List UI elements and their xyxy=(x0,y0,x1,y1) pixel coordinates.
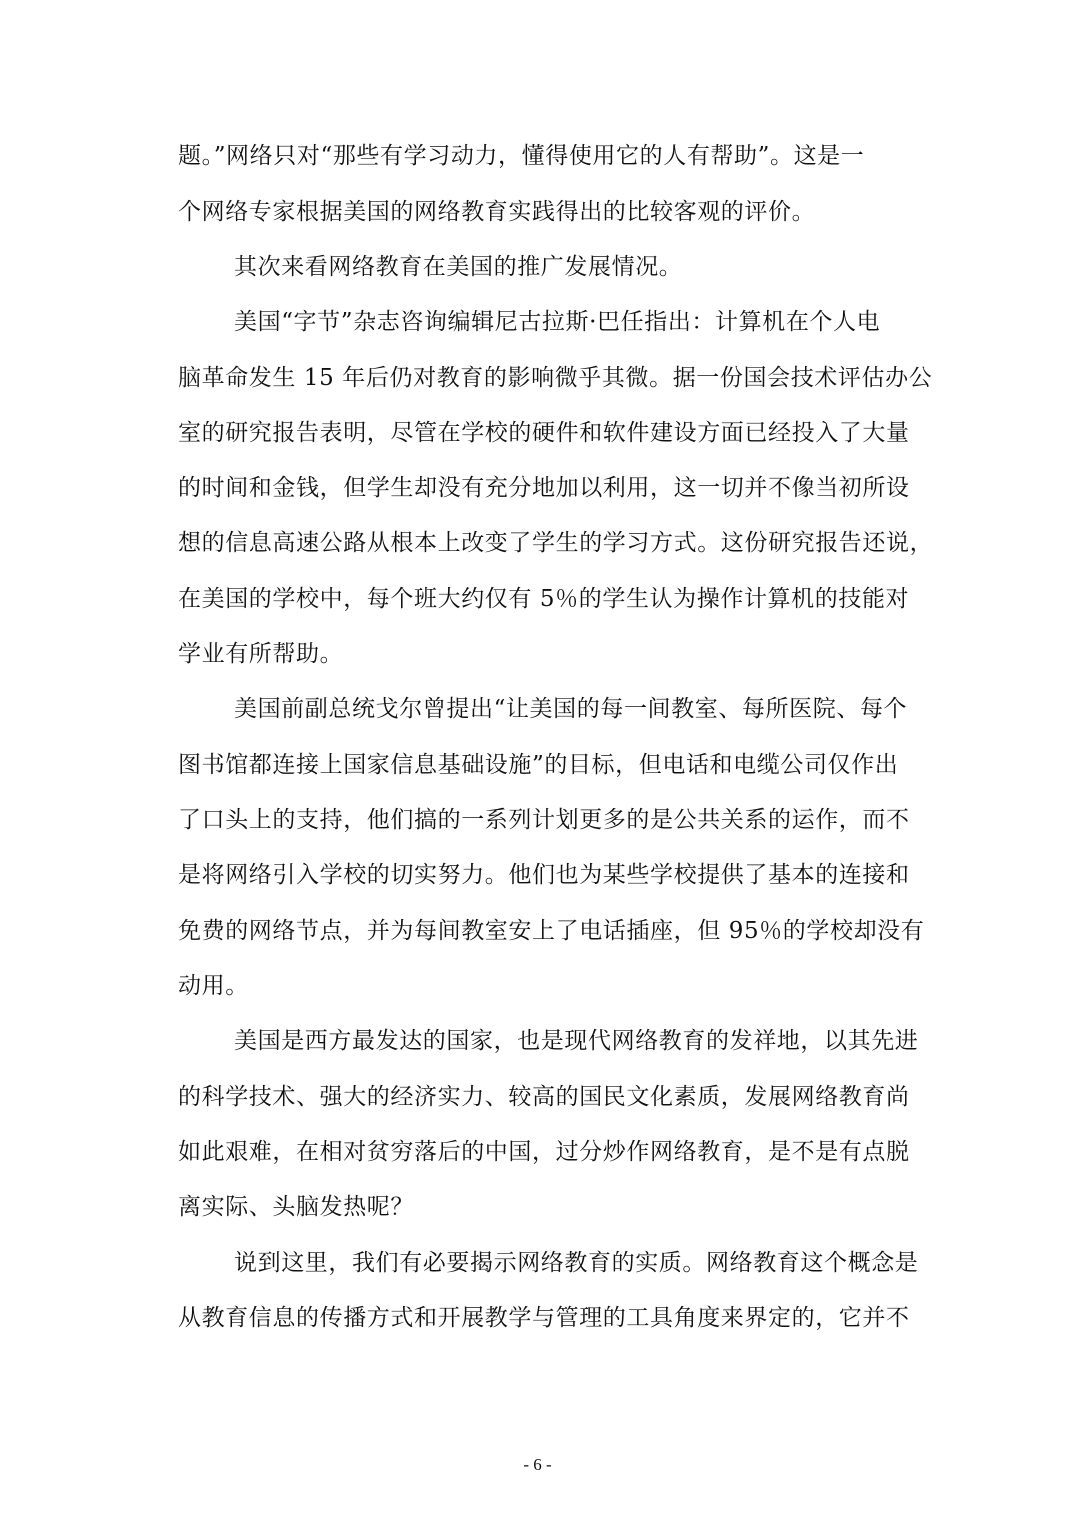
paragraph-start-line: 美国是西方最发达的国家，也是现代网络教育的发祥地，以其先进 xyxy=(234,1028,919,1054)
paragraph-start-line: 其次来看网络教育在美国的推广发展情况。 xyxy=(234,254,683,280)
text-line: 离实际、头脑发热呢？ xyxy=(178,1194,414,1220)
paragraph-start-line: 说到这里，我们有必要揭示网络教育的实质。网络教育这个概念是 xyxy=(234,1250,919,1276)
text-line: 室的研究报告表明，尽管在学校的硬件和软件建设方面已经投入了大量 xyxy=(178,420,910,446)
page-number: - 6 - xyxy=(523,1455,552,1474)
text-line: 的科学技术、强大的经济实力、较高的国民文化素质，发展网络教育尚 xyxy=(178,1084,910,1110)
text-line: 的时间和金钱，但学生却没有充分地加以利用，这一切并不像当初所设 xyxy=(178,475,910,501)
text-line: 免费的网络节点，并为每间教室安上了电话插座，但 95％的学校却没有 xyxy=(178,918,925,944)
paragraph-start-line: 美国“字节”杂志咨询编辑尼古拉斯·巴任指出：计算机在个人电 xyxy=(234,309,881,335)
text-line: 从教育信息的传播方式和开展教学与管理的工具角度来界定的，它并不 xyxy=(178,1305,910,1331)
text-line: 个网络专家根据美国的网络教育实践得出的比较客观的评价。 xyxy=(178,199,816,225)
text-line: 学业有所帮助。 xyxy=(178,641,344,667)
text-line: 动用。 xyxy=(178,973,249,999)
text-line: 了口头上的支持，他们搞的一系列计划更多的是公共关系的运作，而不 xyxy=(178,807,910,833)
text-line: 在美国的学校中，每个班大约仅有 5％的学生认为操作计算机的技能对 xyxy=(178,586,910,612)
paragraph-start-line: 美国前副总统戈尔曾提出“让美国的每一间教室、每所医院、每个 xyxy=(234,696,908,722)
text-line: 如此艰难，在相对贫穷落后的中国，过分炒作网络教育，是不是有点脱 xyxy=(178,1139,910,1165)
text-line: 想的信息高速公路从根本上改变了学生的学习方式。这份研究报告还说， xyxy=(178,530,934,556)
text-line: 图书馆都连接上国家信息基础设施”的目标，但电话和电缆公司仅作出 xyxy=(178,752,899,778)
text-line: 是将网络引入学校的切实努力。他们也为某些学校提供了基本的连接和 xyxy=(178,862,910,888)
text-line: 脑革命发生 15 年后仍对教育的影响微乎其微。据一份国会技术评估办公 xyxy=(178,365,933,391)
text-line: 题。”网络只对“那些有学习动力，懂得使用它的人有帮助”。这是一 xyxy=(178,143,865,169)
